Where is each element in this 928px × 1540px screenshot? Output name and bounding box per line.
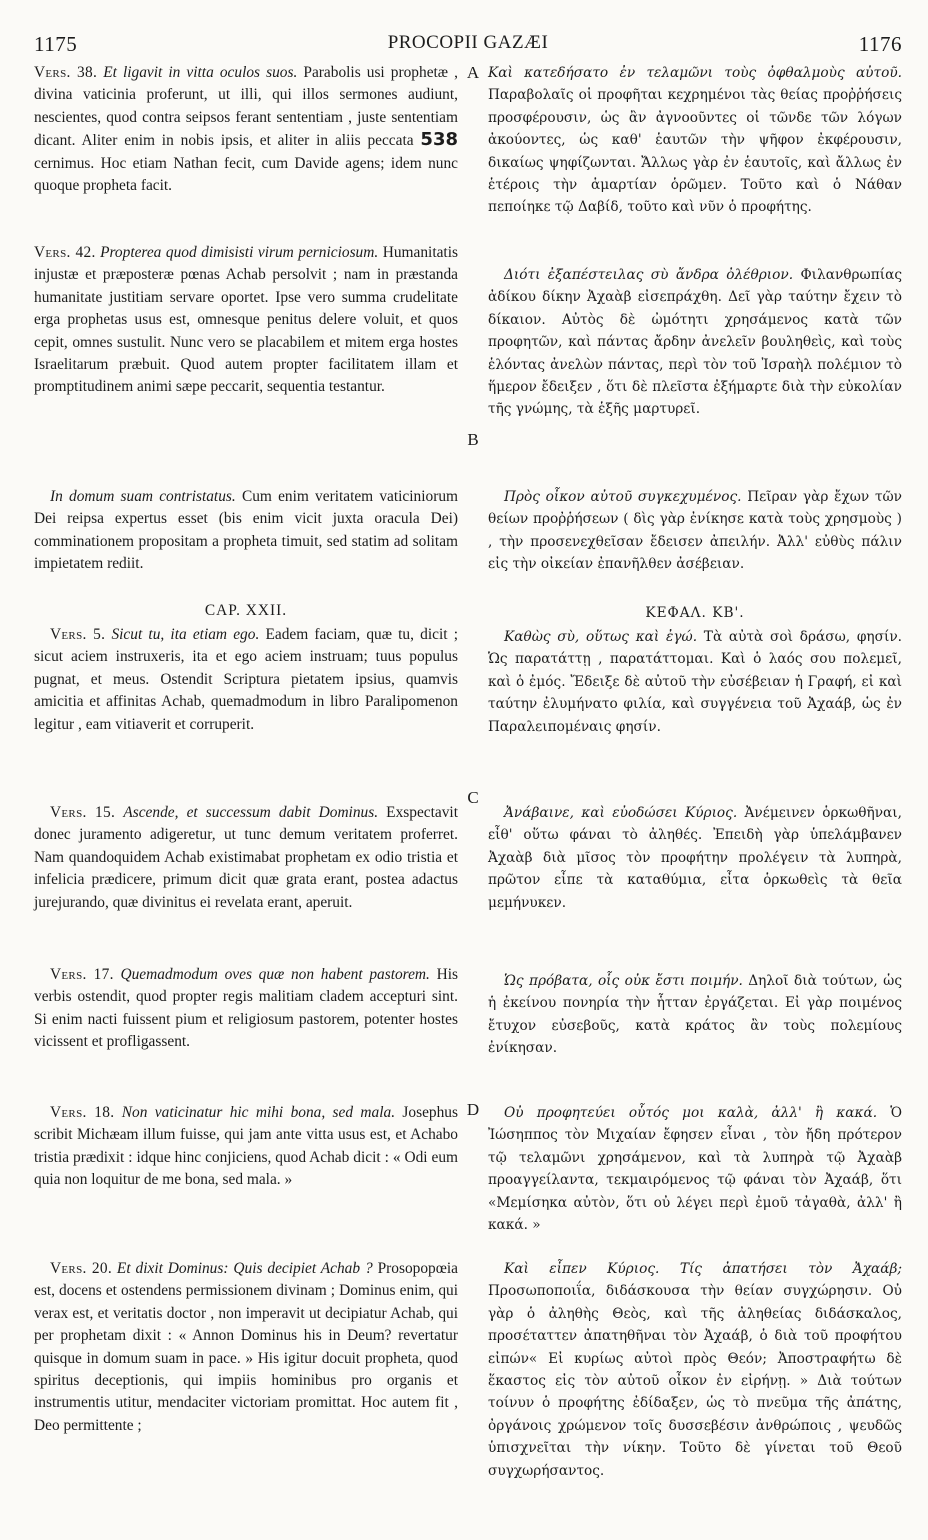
lemma: Propterea quod dimisisti virum perniciosum. — [100, 244, 379, 261]
lemma: In domum suam contristatus. — [50, 488, 236, 505]
lemma: Ascende, et successum dabit Dominus. — [123, 804, 379, 821]
commentary-text: Προσωποποιΐα, διδάσκουσα τὴν θείαν συγχώρησιν. Οὐ γὰρ ὁ ἀληθὴς Θεὸς, καὶ τῆς ἀληθείας διδάσκαλος, προσέταττεν ἀπατηθῆναι τὸν Ἀχαάβ, ὁ διὰ τοῦ προφήτου εἰπών« Εἰ κυρίως αὐτοὶ πρὸς Θεόν; Ἀποστραφήτω δὲ ἕκαστος εἰς τὸν αὐτοῦ οἶκον ἐν εἰρήνῃ. » Διὰ τούτων τοίνυν ὁ προφήτης ἐδίδαξεν, ὡς τὸ πνεῦμα τῆς ἀπάτης, ὀργάνοις χρώμενον τοῖς δυσσεβέσιν ἀνθρώποις , ψευδῶς ὑπισχνεῖται τὴν νίκην. Τοῦτο δὲ γίνεται τοῦ Θεοῦ συγχωρήσαντος. — [488, 1283, 902, 1479]
latin-section-vers-17 — [34, 964, 458, 1054]
lemma: Quemadmodum oves quæ non habent pastorem. — [120, 966, 430, 983]
lemma: Καὶ κατεδήσατο ἐν τελαμῶνι τοὺς ὀφθαλμοὺς αὐτοῦ. — [488, 65, 902, 81]
commentary-text: Πεῖραν γὰρ ἔχων τῶν θείων προῤῥήσεων ( δὶς γὰρ ἐνίκησε κατὰ τοὺς χρησμοὺς ) , τὴν προσενεχθεῖσαν ἔδεισεν ἀπειλήν. Ἀλλ' εὐθὺς πάλιν εἰς τὴν οἰκείαν ἐπανῆλθεν ἀσέβειαν. — [488, 489, 902, 573]
commentary-text: Δηλοῖ διὰ τούτων, ὡς ἡ ἐκείνου πονηρία τὴν ἧτταν ἐργάζεται. Εἰ γὰρ ποιμένος ἔτυχον εὐσεβοῦς, κατὰ κράτος ἂν τοὺς πολεμίους ἐνίκησαν. — [488, 973, 902, 1057]
lemma: Ἀνάβαινε, καὶ εὐοδώσει Κύριος. — [504, 805, 738, 821]
commentary-text: Παραβολαῖς οἱ προφῆται κεχρημένοι τὰς θείας προῤῥήσεις προσφέρουσιν, ὡς ἂν ἀγνοοῦντες οἱ τῶνδε τῶν λόγων ἀκούοντες, ὡς καθ' ἑαυτῶν τὴν ψῆφον ἐκφέρουσιν, δικαίως ψηφίζωνται. Ἄλλως γὰρ ἐν ἑαυτοῖς, καὶ ἄλλως ἐν ἑτέροις τὴν ἁμαρτίαν ὁρῶμεν. Τοῦτο καὶ ὁ Νάθαν πεποίηκε τῷ Δαβίδ, τοῦτο καὶ νῦν ὁ προφήτης. — [488, 87, 902, 216]
commentary-text: Humanitatis injustæ et præposteræ pœnas Achab persolvit ; nam in præstanda humanitate justitiam servare oportet. Ipse vero summa crudelitate erga prophetas usus est, omnesque penitus delere voluit, et quos cepit, omnes sustulit. Nunc vero se placabilem et mitem erga hostes Israelitarum præbuit. Quod autem propter facilitatem illam et promptitudinem animi sæpe peccarit, sequentia testantur. — [34, 244, 458, 396]
lemma: Οὐ προφητεύει οὗτός μοι καλὰ, ἀλλ' ἢ κακά. — [504, 1105, 878, 1121]
commentary-text: Eadem faciam, quæ tu, dicit ; sicut aciem instruxeris, ita et ego aciem instruam; tuus populus pugnat, et meus. Ostendit Scriptura pietatem ipsius, quamvis amicitia et affinitas Achab, quemadmodum in libro Paralipomenon legitur , eam vitiaverit et corruperit. — [34, 626, 458, 733]
greek-section-5 — [488, 802, 902, 914]
commentary-text: Parabolis usi prophetæ , divina vaticinia proferunt, ut illi, qui illos sermones audiunt, nescientes, quod contra seipsos ferant sententiam , juste sententiam dicant. Aliter enim in nobis ipsis, et aliter in aliis peccata — [34, 64, 458, 150]
commentary-text: His verbis ostendit, quod propter regis malitiam cladem accepturi sint. Si enim nacti fuissent pium et religiosum pastorem, potenter hostes vicissent et profligassent. — [34, 966, 458, 1051]
commentary-text: Exspectavit donec juramento adigeretur, ut tunc demum veritatem proferret. Nam quandoquidem Achab existimabat prophetam ex odio tristia et infelicia prædicere, primum dicit quæ grata erant, postea adactus jurejurando, quæ divinitus ei revelata erant, aperuit. — [34, 804, 458, 911]
commentary-text: Prosopopœia est, docens et ostendens permissionem divinam ; Dominus enim, qui verax est, et veritatis doctor , non imperavit ut decipiatur Achab, qui per prophetam dixit : « Annon Dominus his in Deum? revertatur quisque in domum suam in pace. » His igitur docuit propheta, quod spiritus deceptionis, qui impiis hominibus pro organis et instrumentis utitur, mendaciter victoriam promittat. Hoc autem fit , Deo permittente ; — [34, 1260, 458, 1434]
lemma: Καθὼς σὺ, οὕτως καὶ ἐγώ. — [504, 629, 698, 645]
lemma: Διότι ἐξαπέστειλας σὺ ἄνδρα ὀλέθριον. — [504, 267, 794, 283]
lemma: Et ligavit in vitta oculos suos. — [103, 64, 298, 81]
greek-section-1 — [488, 62, 902, 219]
commentary-text: Φιλανθρωπίας ἀδίκου δίκην Ἀχαὰβ εἰσεπράχθη. Δεῖ γὰρ ταύτην ἔχειν τὸ δίκαιον. Αὐτὸς δὲ ὠμότητι χρησάμενος κατὰ τῶν προφητῶν, καὶ πάντας ἄρδην ἀνελεῖν βουληθεὶς, καὶ τοὺς ἑλόντας ἀνελὼν πάντας, περὶ τὸν τοῦ Ἰσραὴλ πολέμιον τὸ ἥμερον ἔδειξεν , ὅτι δὲ πλεῖστα ἐξήμαρτε διὰ τὴν εὐκολίαν τῆς γνώμης, τὰ ἑξῆς μαρτυρεῖ. — [488, 267, 902, 418]
greek-section-3 — [488, 486, 902, 576]
greek-section-8 — [488, 1258, 902, 1482]
latin-chapter-heading — [34, 600, 458, 622]
running-title: PROCOPII GAZÆI — [387, 32, 549, 53]
margin-letter-a: A — [466, 63, 480, 82]
verse-reference: Vers. 15. — [50, 804, 116, 821]
verse-reference: Vers. 5. — [50, 626, 106, 643]
latin-section-vers-42 — [34, 242, 458, 399]
latin-section-contristatus — [34, 486, 458, 576]
commentary-text: Cum enim veritatem vaticiniorum Dei reipsa expertus esset (bis enim vicit juxta oracula Dei) comminationem propositam a propheta timuit, sed statim ad solitam impietatem rediit. — [34, 488, 458, 573]
latin-section-vers-5 — [34, 624, 458, 736]
latin-section-vers-38 — [34, 62, 458, 197]
commentary-text: Ἀνέμεινεν ὁρκωθῆναι, εἶθ' οὕτω φάναι τὸ ἀληθές. Ἐπειδὴ γὰρ ὑπελάμβανεν Ἀχαὰβ διὰ μῖσος τὸν προφήτην προλέγειν τὰ λυπηρὰ, πρῶτον εἶπε τὰ καταθύμια, εἶτα ὁρκωθεὶς τὰ θεῖα μεμήνυκεν. — [488, 805, 903, 911]
verse-reference: Vers. 42. — [34, 244, 96, 261]
margin-letter-b: B — [467, 430, 479, 449]
left-column-number: 1175 — [34, 32, 78, 56]
lemma: Sicut tu, ita etiam ego. — [111, 626, 260, 643]
lemma: Πρὸς οἶκον αὐτοῦ συγκεχυμένος. — [504, 489, 742, 505]
greek-section-6 — [488, 970, 902, 1060]
latin-section-vers-18 — [34, 1102, 458, 1192]
greek-section-4 — [488, 626, 902, 738]
verse-reference: Vers. 18. — [50, 1104, 115, 1121]
right-column-number: 1176 — [858, 32, 902, 56]
lemma: Ὡς πρόβατα, οἷς οὐκ ἔστι ποιμήν. — [504, 973, 743, 989]
chapter-title: CAP. XXII. — [204, 602, 288, 619]
margin-letter-d: D — [466, 1100, 480, 1119]
greek-section-7 — [488, 1102, 902, 1236]
chapter-title: ΚΕΦΑΛ. ΚΒ'. — [645, 605, 745, 621]
latin-section-vers-20 — [34, 1258, 458, 1437]
latin-section-vers-15 — [34, 802, 458, 914]
column-marker: 538 — [420, 129, 458, 151]
commentary-text: Ὁ Ἰώσηππος τὸν Μιχαίαν ἔφησεν εἶναι , τὸν ἤδη πρότερον τῷ τελαμῶνι χρησάμενον, καὶ τὰ λυπηρὰ τῷ Ἀχαὰβ προαγγείλαντα, τεκμαιρόμενος τῷ φάναι τὸν Ἀχαάβ, ὅτι «Μεμίσηκα αὐτὸν, ὅτι οὐ λέγει περὶ ἐμοῦ τἀγαθὰ, ἀλλ' ἢ κακά. » — [488, 1105, 903, 1234]
verse-reference: Vers. 17. — [50, 966, 114, 983]
commentary-text: Josephus scribit Michæam illum fuisse, qui jam ante vitta usus est, et Achabo tristia prædixit : idque hinc conjiciens, quod Achab dicit : « Odi eum quia non loquitur de me bona, sed mala. » — [34, 1104, 458, 1189]
greek-section-2 — [488, 264, 902, 421]
margin-letter-c: C — [467, 788, 479, 807]
lemma: Καὶ εἶπεν Κύριος. Τίς ἀπατήσει τὸν Ἀχαάβ; — [504, 1261, 902, 1277]
commentary-text: Τὰ αὐτὰ σοὶ δράσω, φησίν. Ὡς παρατάττῃ , παρατάττομαι. Καὶ ὁ λαός σου πολεμεῖ, καὶ ὁ ἐμός. Ἔδειξε δὲ αὐτοῦ τὴν εὐσέβειαν ἡ Γραφή, εἰ καὶ ταύτην ἐλυμήνατο φιλία, καὶ συγγένεια τοῦ Ἀχαάβ, ὡς ἐν Παραλειπομέναις φησίν. — [488, 629, 902, 735]
verse-reference: Vers. 38. — [34, 64, 98, 81]
running-header — [34, 32, 902, 60]
commentary-text-cont: cernimus. Hoc etiam Nathan fecit, cum Davide agens; idem nunc quoque propheta facit. — [34, 154, 458, 195]
verse-reference: Vers. 20. — [50, 1260, 112, 1277]
lemma: Et dixit Dominus: Quis decipiet Achab ? — [116, 1260, 373, 1277]
lemma: Non vaticinatur hic mihi bona, sed mala. — [121, 1104, 396, 1121]
greek-chapter-heading — [488, 602, 902, 624]
